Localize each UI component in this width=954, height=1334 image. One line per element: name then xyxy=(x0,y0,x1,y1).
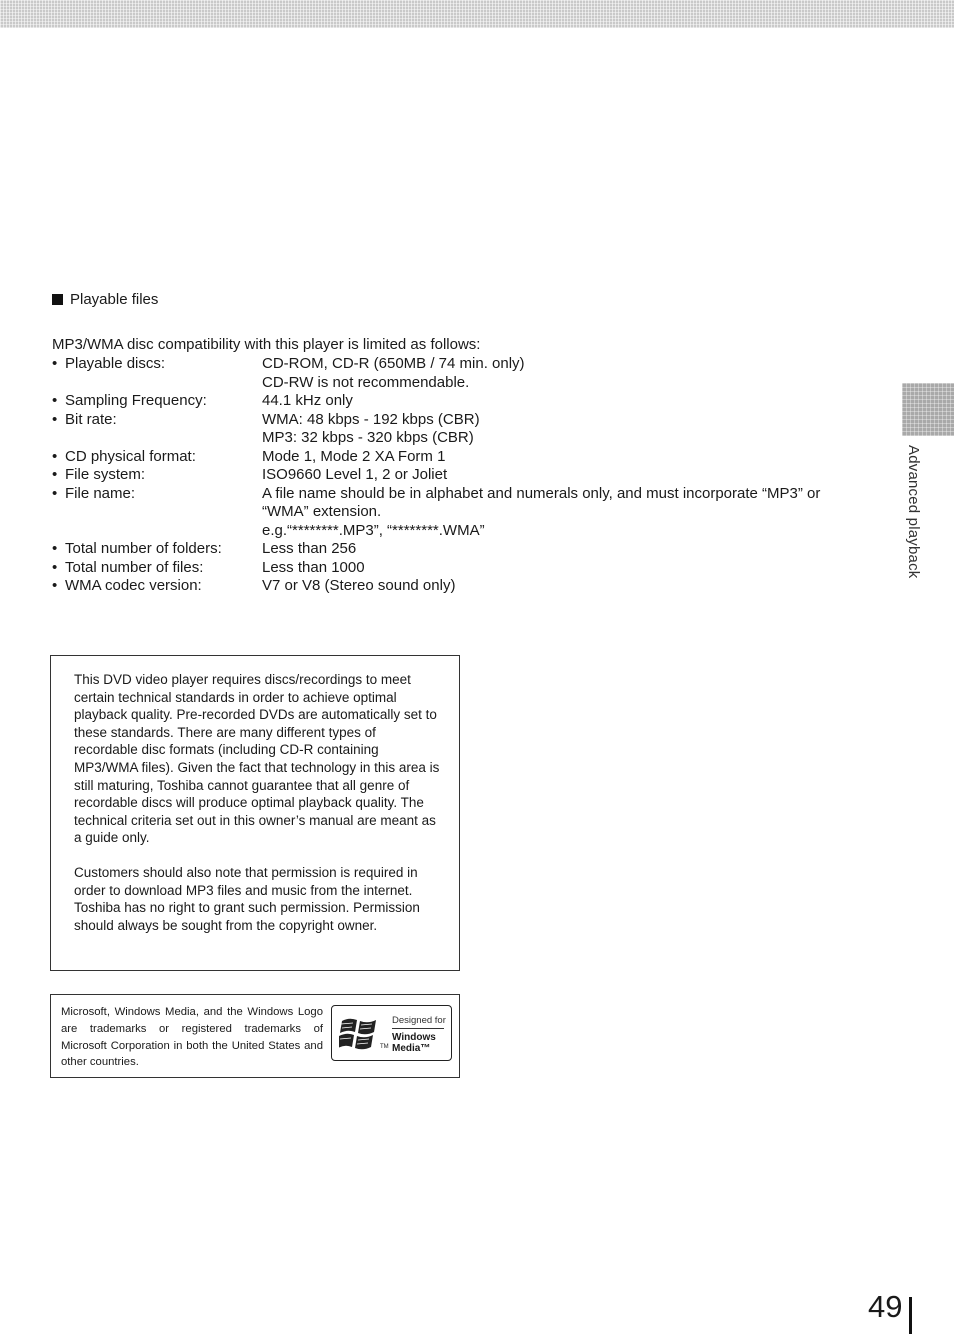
spec-row xyxy=(52,559,872,578)
trademark-box xyxy=(50,994,460,1078)
spec-value xyxy=(262,577,872,596)
spec-value xyxy=(262,355,872,392)
spec-label-text: WMA codec version: xyxy=(65,577,202,594)
bullet-icon: • xyxy=(52,540,58,557)
bullet-icon: • xyxy=(52,484,58,502)
spec-value xyxy=(262,485,872,541)
spec-value-line: A file name should be in alphabet and numerals only, and must incorporate “MP3” or xyxy=(262,484,821,502)
spec-value-line: Less than 256 xyxy=(262,540,357,557)
spec-value-line: Less than 1000 xyxy=(262,558,365,576)
spec-row xyxy=(52,485,872,541)
logo-media-text: Media™ xyxy=(392,1043,431,1054)
spec-row xyxy=(52,577,872,596)
logo-windows-text: Windows xyxy=(392,1032,436,1043)
bullet-icon: • xyxy=(52,355,58,372)
spec-label xyxy=(52,392,262,411)
spec-row xyxy=(52,392,872,411)
spec-label xyxy=(52,411,262,448)
notice-paragraph-2: Customers should also note that permission is required in order to download MP3 files and music from the internet. Toshiba has no right to grant such permission. Permission should always be sought from the copyright owner. xyxy=(74,864,420,933)
spec-value-line: CD-RW is not recommendable. xyxy=(262,373,470,391)
spec-value-line: ISO9660 Level 1, 2 or Joliet xyxy=(262,466,448,483)
spec-value-line: “WMA” extension. xyxy=(262,503,382,520)
spec-value xyxy=(262,448,872,467)
notice-box xyxy=(50,655,460,971)
spec-table xyxy=(52,355,872,596)
bullet-icon: • xyxy=(52,577,58,594)
section-heading xyxy=(52,291,158,308)
bullet-icon: • xyxy=(52,558,58,576)
spec-value xyxy=(262,392,872,411)
spec-value-line: CD-ROM, CD-R (650MB / 74 min. only) xyxy=(262,355,525,372)
notice-paragraph-1: This DVD video player requires discs/recordings to meet certain technical standards in order to achieve optimal playback quality. Pre-recorded DVDs are automatically set to these standards. There are many different types of recordable disc formats (including CD-R containing MP3/WMA files). Given the fact that technology in this area is still maturing, Toshiba cannot guarantee that all genre of recordable discs will produce optimal playback quality. The technical criteria set out in this owner’s manual are meant as a guide only. xyxy=(74,672,440,846)
logo-designed-for: Designed for xyxy=(392,1015,446,1026)
spec-label xyxy=(52,466,262,485)
spec-label-text: File name: xyxy=(65,484,136,502)
top-pattern-band xyxy=(0,0,954,28)
spec-label-text: Playable discs: xyxy=(65,355,166,372)
spec-value-line: Mode 1, Mode 2 XA Form 1 xyxy=(262,447,446,465)
section-title: Playable files xyxy=(70,291,159,308)
logo-windows-media xyxy=(392,1032,436,1054)
windows-flag-icon xyxy=(339,1015,383,1053)
spec-label xyxy=(52,559,262,578)
spec-value-line: V7 or V8 (Stereo sound only) xyxy=(262,577,456,594)
spec-label xyxy=(52,540,262,559)
spec-label-text: Total number of files: xyxy=(65,558,204,576)
spec-label-text: Bit rate: xyxy=(65,410,117,428)
page-number-bar xyxy=(909,1297,912,1334)
spec-value-line: e.g.“********.MP3”, “********.WMA” xyxy=(262,521,485,539)
spec-label xyxy=(52,577,262,596)
bullet-icon: • xyxy=(52,447,58,465)
spec-row xyxy=(52,411,872,448)
spec-label xyxy=(52,448,262,467)
spec-label-text: CD physical format: xyxy=(65,447,196,465)
section-tab-label: Advanced playback xyxy=(905,445,922,579)
bullet-icon: • xyxy=(52,466,58,483)
spec-label-text: Sampling Frequency: xyxy=(65,392,207,409)
spec-label-text: Total number of folders: xyxy=(65,540,222,557)
spec-value xyxy=(262,559,872,578)
bullet-icon: • xyxy=(52,392,58,409)
windows-media-logo xyxy=(331,1005,452,1061)
spec-row xyxy=(52,448,872,467)
trademark-text: Microsoft, Windows Media, and the Windows Logo are trademarks or registered trademarks of Microsoft Corporation in both the United States and other countries. xyxy=(61,1006,323,1069)
spec-row xyxy=(52,540,872,559)
spec-label xyxy=(52,485,262,541)
logo-divider xyxy=(392,1028,444,1029)
spec-value xyxy=(262,466,872,485)
logo-tm-mark: TM xyxy=(380,1044,389,1050)
spec-value-line: WMA: 48 kbps - 192 kbps (CBR) xyxy=(262,410,480,428)
spec-label xyxy=(52,355,262,392)
spec-row xyxy=(52,466,872,485)
bullet-icon: • xyxy=(52,410,58,428)
spec-value xyxy=(262,540,872,559)
page-number: 49 xyxy=(868,1289,903,1324)
section-tab-marker xyxy=(902,383,954,436)
intro-text: MP3/WMA disc compatibility with this player is limited as follows: xyxy=(52,336,481,353)
spec-value xyxy=(262,411,872,448)
spec-row xyxy=(52,355,872,392)
spec-value-line: MP3: 32 kbps - 320 kbps (CBR) xyxy=(262,429,474,446)
spec-value-line: 44.1 kHz only xyxy=(262,392,353,409)
spec-label-text: File system: xyxy=(65,466,146,483)
square-bullet-icon xyxy=(52,294,63,305)
